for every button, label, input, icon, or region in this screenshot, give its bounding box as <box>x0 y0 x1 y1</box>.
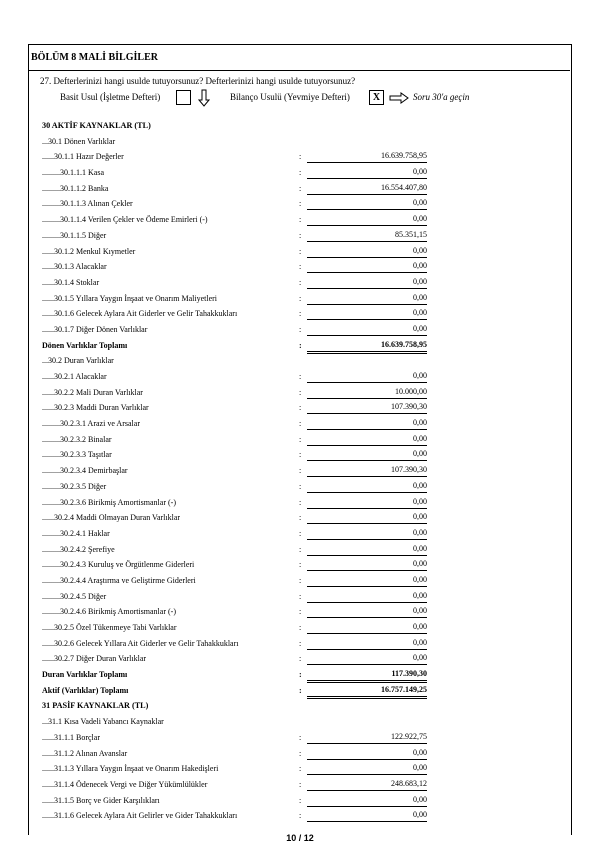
row-label: Duran Varlıklar Toplamı <box>42 670 128 680</box>
row-value[interactable]: 16.639.758,95 <box>307 339 427 354</box>
row-value[interactable]: 0,00 <box>307 433 427 446</box>
row-value[interactable]: 0,00 <box>307 323 427 336</box>
row-value[interactable]: 0,00 <box>307 527 427 540</box>
row-colon: : <box>299 340 302 350</box>
row-colon: : <box>299 779 302 789</box>
row-label: .........30.1.1.2 Banka <box>42 183 109 193</box>
balance-row <box>42 149 427 165</box>
balance-row <box>42 416 427 432</box>
balance-row <box>42 573 427 589</box>
balance-row <box>42 196 427 212</box>
section-title: BÖLÜM 8 MALİ BİLGİLER <box>28 44 570 71</box>
row-value[interactable]: 0,00 <box>307 417 427 430</box>
row-label: .........30.2.4.3 Kuruluş ve Örgütlenme Giderleri <box>42 560 195 570</box>
balance-row <box>42 275 427 291</box>
row-colon: : <box>299 528 302 538</box>
question-text: 27. Defterlerinizi hangi usulde tutuyorsunuz? Defterlerinizi hangi usulde tutuyorsunuz? <box>40 76 356 86</box>
balance-row <box>42 432 427 448</box>
row-label: ......30.2.7 Diğer Duran Varlıklar <box>42 654 147 664</box>
row-label: .........30.2.4.5 Diğer <box>42 591 107 601</box>
balance-row <box>42 557 427 573</box>
row-value[interactable]: 0,00 <box>307 558 427 571</box>
row-colon: : <box>299 764 302 774</box>
row-colon: : <box>299 293 302 303</box>
balance-row <box>42 181 427 197</box>
balance-row <box>42 118 427 134</box>
row-value[interactable]: 117.390,30 <box>307 668 427 683</box>
row-colon: : <box>299 638 302 648</box>
balance-row <box>42 447 427 463</box>
option-bilanco-checkbox[interactable]: X <box>369 90 384 105</box>
row-value[interactable]: 0,00 <box>307 747 427 760</box>
row-colon: : <box>299 670 302 680</box>
row-colon: : <box>299 152 302 162</box>
row-label: Dönen Varlıklar Toplamı <box>42 340 128 350</box>
balance-row <box>42 714 427 730</box>
row-colon: : <box>299 544 302 554</box>
balance-row <box>42 589 427 605</box>
row-value[interactable]: 16.639.758,95 <box>307 150 427 163</box>
balance-row <box>42 526 427 542</box>
row-label: .........30.2.4.1 Haklar <box>42 528 110 538</box>
row-value[interactable]: 16.554.407,80 <box>307 182 427 195</box>
row-value[interactable]: 85.351,15 <box>307 229 427 242</box>
row-value[interactable]: 122.922,75 <box>307 731 427 744</box>
row-label: .........30.2.3.2 Binalar <box>42 434 112 444</box>
row-value[interactable]: 0,00 <box>307 480 427 493</box>
row-label: ...30.2 Duran Varlıklar <box>42 356 114 366</box>
row-label: ......30.2.6 Gelecek Yıllara Ait Giderler ve Gelir Tahakkukları <box>42 638 239 648</box>
row-label: .........30.2.4.4 Araştırma ve Geliştirme Giderleri <box>42 575 196 585</box>
row-colon: : <box>299 199 302 209</box>
arrow-right-icon <box>389 92 409 104</box>
row-colon: : <box>299 575 302 585</box>
row-colon: : <box>299 497 302 507</box>
row-label: .........30.2.3.6 Birikmiş Amortismanlar (-) <box>42 497 176 507</box>
row-label: ......31.1.3 Yıllara Yaygın İnşaat ve Onarım Hakedişleri <box>42 764 219 774</box>
row-value[interactable]: 248.683,12 <box>307 778 427 791</box>
row-label: ...31.1 Kısa Vadeli Yabancı Kaynaklar <box>42 717 164 727</box>
row-label: ......30.2.3 Maddi Duran Varlıklar <box>42 403 149 413</box>
row-colon: : <box>299 277 302 287</box>
row-value[interactable]: 0,00 <box>307 197 427 210</box>
row-colon: : <box>299 450 302 460</box>
balance-row <box>42 604 427 620</box>
balance-row <box>42 730 427 746</box>
row-value[interactable]: 0,00 <box>307 276 427 289</box>
row-label: ......31.1.1 Borçlar <box>42 732 100 742</box>
row-colon: : <box>299 324 302 334</box>
row-label: .........30.2.4.2 Şerefiye <box>42 544 115 554</box>
row-colon: : <box>299 246 302 256</box>
balance-row <box>42 165 427 181</box>
row-value[interactable]: 0,00 <box>307 307 427 320</box>
row-colon: : <box>299 811 302 821</box>
row-value[interactable]: 0,00 <box>307 292 427 305</box>
balance-row <box>42 479 427 495</box>
row-value[interactable]: 0,00 <box>307 260 427 273</box>
row-colon: : <box>299 403 302 413</box>
balance-row <box>42 667 427 683</box>
row-colon: : <box>299 560 302 570</box>
row-label: .........30.2.3.5 Diğer <box>42 481 107 491</box>
balance-row <box>42 400 427 416</box>
row-label: .........30.1.1.1 Kasa <box>42 168 104 178</box>
row-value[interactable]: 0,00 <box>307 637 427 650</box>
row-value[interactable]: 0,00 <box>307 809 427 822</box>
balance-row <box>42 353 427 369</box>
row-label: .........30.2.3.1 Arazi ve Arsalar <box>42 419 140 429</box>
row-value[interactable]: 0,00 <box>307 605 427 618</box>
row-label: ......31.1.2 Alınan Avanslar <box>42 748 128 758</box>
row-label: .........30.1.1.3 Alınan Çekler <box>42 199 133 209</box>
balance-row <box>42 306 427 322</box>
balance-row <box>42 761 427 777</box>
option-basit-checkbox[interactable] <box>176 90 191 105</box>
row-value[interactable]: 0,00 <box>307 574 427 587</box>
row-value[interactable]: 0,00 <box>307 370 427 383</box>
row-value[interactable]: 0,00 <box>307 448 427 461</box>
balance-row <box>42 698 427 714</box>
balance-row <box>42 134 427 150</box>
row-value[interactable]: 0,00 <box>307 166 427 179</box>
balance-row <box>42 777 427 793</box>
balance-row <box>42 542 427 558</box>
row-colon: : <box>299 309 302 319</box>
row-label: .........30.1.1.5 Diğer <box>42 230 107 240</box>
balance-sheet-list <box>42 118 427 824</box>
balance-row <box>42 291 427 307</box>
row-label: .........30.2.4.6 Birikmiş Amortismanlar (-) <box>42 607 176 617</box>
balance-row <box>42 244 427 260</box>
row-colon: : <box>299 262 302 272</box>
row-label: ......30.1.7 Diğer Dönen Varlıklar <box>42 324 148 334</box>
row-label: 30 AKTİF KAYNAKLAR (TL) <box>42 121 151 130</box>
balance-row <box>42 212 427 228</box>
balance-row <box>42 746 427 762</box>
row-label: ......30.1.3 Alacaklar <box>42 262 107 272</box>
balance-row <box>42 338 427 354</box>
row-value[interactable]: 0,00 <box>307 543 427 556</box>
row-colon: : <box>299 168 302 178</box>
row-colon: : <box>299 387 302 397</box>
balance-row <box>42 793 427 809</box>
row-label: ......30.1.4 Stoklar <box>42 277 100 287</box>
balance-row <box>42 495 427 511</box>
row-label: ...30.1 Dönen Varlıklar <box>42 136 116 146</box>
balance-row <box>42 463 427 479</box>
page-number: 10 / 12 <box>286 833 314 843</box>
balance-row <box>42 228 427 244</box>
balance-row <box>42 636 427 652</box>
balance-row <box>42 259 427 275</box>
row-colon: : <box>299 654 302 664</box>
row-label: ......30.2.5 Özel Tükenmeye Tabi Varlıklar <box>42 623 177 632</box>
balance-row <box>42 510 427 526</box>
row-label: ......30.1.6 Gelecek Aylara Ait Giderler ve Gelir Tahakkukları <box>42 309 238 319</box>
row-colon: : <box>299 732 302 742</box>
balance-row <box>42 385 427 401</box>
row-value[interactable]: 0,00 <box>307 496 427 509</box>
bookkeeping-options <box>40 89 560 109</box>
row-label: Aktif (Varlıklar) Toplamı <box>42 685 129 695</box>
option-bilanco-note: Soru 30'a geçin <box>413 92 470 102</box>
row-value[interactable]: 0,00 <box>307 245 427 258</box>
row-label: .........30.2.3.3 Taşıtlar <box>42 450 112 460</box>
row-label: ......30.1.1 Hazır Değerler <box>42 152 124 162</box>
row-label: ......30.2.2 Mali Duran Varlıklar <box>42 387 143 397</box>
row-label: .........30.2.3.4 Demirbaşlar <box>42 466 128 476</box>
arrow-down-icon <box>198 89 210 107</box>
row-value[interactable]: 10.000,00 <box>307 386 427 399</box>
row-label: ......30.1.2 Menkul Kıymetler <box>42 246 136 256</box>
balance-row <box>42 322 427 338</box>
row-value[interactable]: 0,00 <box>307 652 427 665</box>
option-bilanco-label: Bilanço Usulü (Yevmiye Defteri) <box>230 92 350 102</box>
row-label: ......30.2.4 Maddi Olmayan Duran Varlıklar <box>42 513 181 523</box>
row-colon: : <box>299 183 302 193</box>
row-colon: : <box>299 623 302 632</box>
row-value[interactable]: 107.390,30 <box>307 464 427 477</box>
row-colon: : <box>299 372 302 381</box>
row-colon: : <box>299 481 302 491</box>
row-label: ......31.1.5 Borç ve Gider Karşılıkları <box>42 795 160 805</box>
row-value[interactable]: 0,00 <box>307 213 427 226</box>
row-colon: : <box>299 748 302 758</box>
option-basit-label: Basit Usul (İşletme Defteri) <box>60 92 161 102</box>
row-label: ......31.1.6 Gelecek Aylara Ait Gelirler ve Gider Tahakkukları <box>42 811 238 821</box>
row-label: 31 PASİF KAYNAKLAR (TL) <box>42 701 149 711</box>
row-label: ......30.2.1 Alacaklar <box>42 372 107 381</box>
row-label: ......30.1.5 Yıllara Yaygın İnşaat ve Onarım Maliyetleri <box>42 293 217 303</box>
row-colon: : <box>299 607 302 617</box>
row-colon: : <box>299 685 302 695</box>
row-label: .........30.1.1.4 Verilen Çekler ve Ödeme Emirleri (-) <box>42 215 208 225</box>
row-colon: : <box>299 434 302 444</box>
row-colon: : <box>299 230 302 240</box>
row-colon: : <box>299 591 302 601</box>
row-colon: : <box>299 466 302 476</box>
row-value[interactable]: 0,00 <box>307 511 427 524</box>
balance-row <box>42 683 427 699</box>
row-value[interactable]: 107.390,30 <box>307 401 427 414</box>
balance-row <box>42 620 427 636</box>
row-value[interactable]: 0,00 <box>307 762 427 775</box>
balance-row <box>42 808 427 824</box>
row-label: ......31.1.4 Ödenecek Vergi ve Diğer Yükümlülükler <box>42 779 208 789</box>
row-colon: : <box>299 215 302 225</box>
row-value[interactable]: 0,00 <box>307 794 427 807</box>
row-value[interactable]: 0,00 <box>307 590 427 603</box>
row-colon: : <box>299 419 302 429</box>
row-colon: : <box>299 795 302 805</box>
row-value[interactable]: 0,00 <box>307 621 427 634</box>
row-value[interactable]: 16.757.149,25 <box>307 684 427 699</box>
balance-row <box>42 369 427 385</box>
balance-row <box>42 651 427 667</box>
row-colon: : <box>299 513 302 523</box>
